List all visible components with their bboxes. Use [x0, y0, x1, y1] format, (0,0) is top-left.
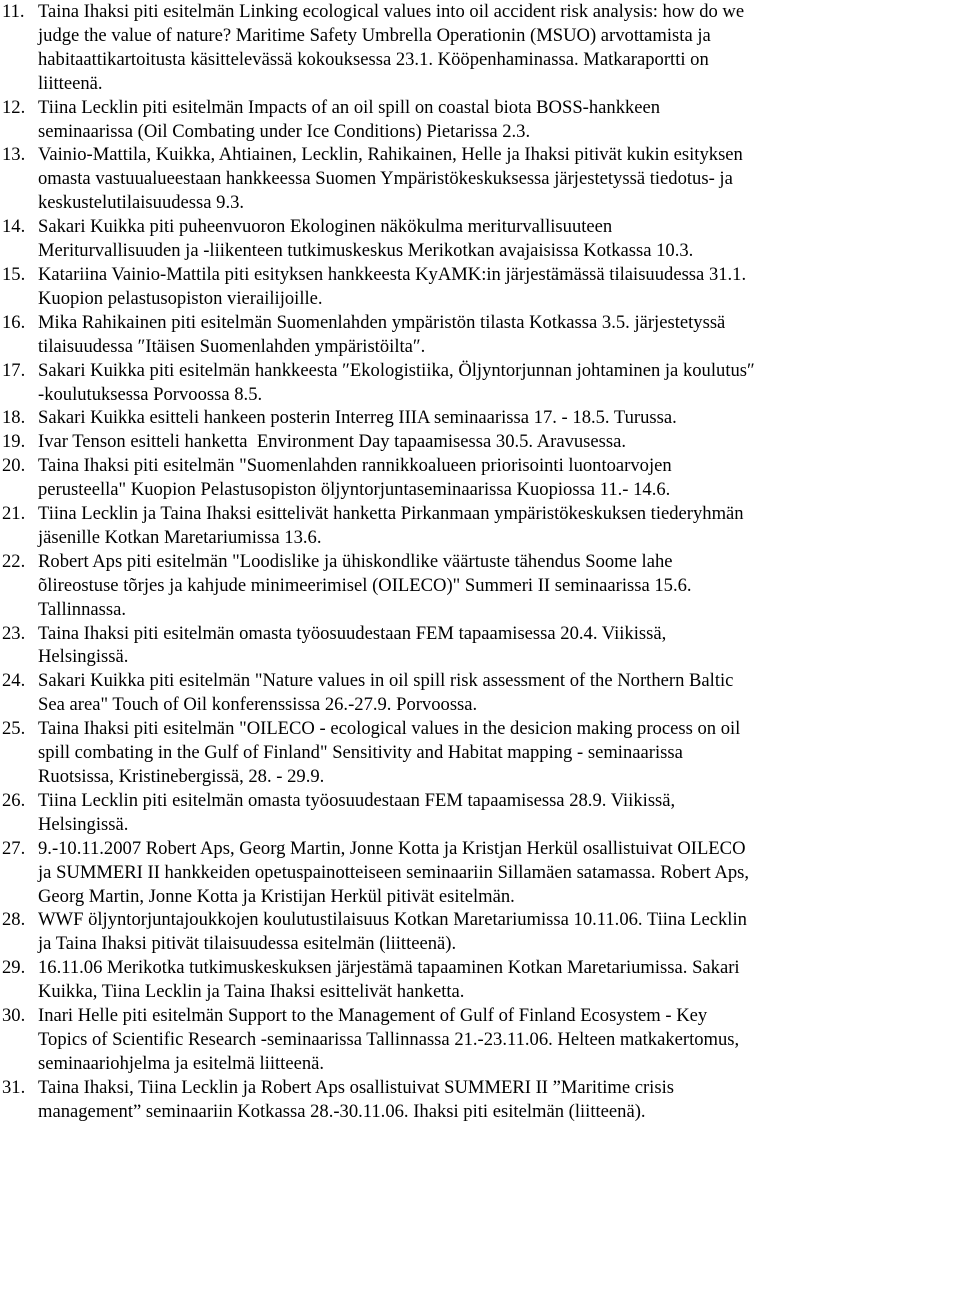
list-item: [0, 143, 960, 215]
item-line: õlireostuse tõrjes ja kahjude minimeerimisel (OILECO)" Summeri II seminaarissa 15.6.: [38, 574, 692, 596]
item-line: Katariina Vainio-Mattila piti esityksen hankkeesta KyAMK:in järjestämässä tilaisuudessa 31.1.: [38, 263, 747, 285]
list-item: [0, 430, 960, 454]
item-line: Vainio-Mattila, Kuikka, Ahtiainen, Lecklin, Rahikainen, Helle ja Ihaksi pitivät kukin esityksen: [38, 144, 743, 166]
item-number: 23.: [2, 622, 26, 644]
item-line: tilaisuudessa ″Itäisen Suomenlahden ympäristöilta″.: [38, 335, 426, 357]
item-line: jäsenille Kotkan Maretariumissa 13.6.: [38, 526, 322, 548]
item-line: seminaariohjelma ja esitelmä liitteenä.: [38, 1052, 325, 1074]
item-number: 31.: [2, 1076, 26, 1098]
list-item: [0, 908, 960, 956]
item-line: ja SUMMERI II hankkeiden opetuspainotteiseen seminaariin Sillamäen satamassa. Robert Aps,: [38, 861, 750, 883]
list-item: [0, 550, 960, 622]
item-line: 16.11.06 Merikotka tutkimuskeskuksen järjestämä tapaaminen Kotkan Maretariumissa. Sakari: [38, 957, 740, 979]
item-number: 28.: [2, 909, 26, 931]
item-line: Taina Ihaksi piti esitelmän "Suomenlahden rannikkoalueen priorisointi luontoarvojen: [38, 455, 672, 477]
item-number: 21.: [2, 503, 26, 525]
item-line: Topics of Scientific Research -seminaarissa Tallinnassa 21.-23.11.06. Helteen matkakertomus,: [38, 1028, 740, 1050]
list-item: [0, 956, 960, 1004]
item-line: Taina Ihaksi, Tiina Lecklin ja Robert Aps osallistuivat SUMMERI II ”Maritime crisis: [38, 1076, 674, 1098]
item-line: Inari Helle piti esitelmän Support to the Management of Gulf of Finland Ecosystem - Key: [38, 1005, 708, 1027]
list-item: [0, 0, 960, 96]
item-number: 17.: [2, 359, 26, 381]
item-number: 18.: [2, 407, 26, 429]
item-line: judge the value of nature? Maritime Safety Umbrella Operationin (MSUO) arvottamista ja: [38, 24, 711, 46]
list-item: [0, 359, 960, 407]
item-number: 29.: [2, 957, 26, 979]
item-line: Tiina Lecklin piti esitelmän Impacts of an oil spill on coastal biota BOSS-hankkeen: [38, 96, 661, 118]
item-number: 24.: [2, 670, 26, 692]
item-line: Taina Ihaksi piti esitelmän omasta työosuudestaan FEM tapaamisessa 20.4. Viikissä,: [38, 622, 667, 644]
item-number: 20.: [2, 455, 26, 477]
item-line: Ruotsissa, Kristinebergissä, 28. - 29.9.: [38, 766, 325, 787]
list-item: [0, 669, 960, 717]
item-line: WWF öljyntorjuntajoukkojen koulutustilaisuus Kotkan Maretariumissa 10.11.06. Tiina Lecklin: [38, 909, 747, 931]
item-line: Sea area" Touch of Oil konferenssissa 26.-27.9. Porvoossa.: [38, 694, 478, 716]
item-line: Ivar Tenson esitteli hanketta Environment Day tapaamisessa 30.5. Aravusessa.: [38, 431, 627, 453]
item-line: Georg Martin, Jonne Kotta ja Kristijan Herkül pitivät esitelmän.: [38, 885, 515, 907]
item-line: Kuikka, Tiina Lecklin ja Taina Ihaksi esittelivät hanketta.: [38, 981, 465, 1003]
list-item: [0, 789, 960, 837]
item-number: 15.: [2, 263, 26, 285]
item-line: ja Taina Ihaksi pitivät tilaisuudessa esitelmän (liitteenä).: [38, 933, 457, 955]
item-line: omasta vastuualueestaan hankkeessa Suomen Ympäristökeskuksessa järjestetyssä tiedotus- ja: [38, 168, 733, 190]
item-line: Sakari Kuikka piti esitelmän hankkeesta ″Ekologistiika, Öljyntorjunnan johtaminen ja koulutus″: [38, 359, 755, 381]
list-item: [0, 263, 960, 311]
item-line: Sakari Kuikka piti puheenvuoron Ekologinen näkökulma meriturvallisuuteen: [38, 216, 613, 238]
list-item: [0, 454, 960, 502]
item-number: 14.: [2, 216, 26, 238]
item-line: spill combating in the Gulf of Finland" Sensitivity and Habitat mapping - seminaarissa: [38, 742, 683, 764]
item-line: liitteenä.: [38, 72, 103, 94]
item-number: 13.: [2, 144, 26, 166]
item-line: habitaattikartoitusta käsittelevässä kokouksessa 23.1. Kööpenhaminassa. Matkaraportti on: [38, 48, 709, 70]
item-line: Taina Ihaksi piti esitelmän "OILECO - ecological values in the desicion making process on oil: [38, 718, 741, 740]
item-number: 19.: [2, 431, 26, 453]
item-number: 12.: [2, 96, 26, 118]
item-line: Sakari Kuikka piti esitelmän "Nature values in oil spill risk assessment of the Northern Baltic: [38, 670, 734, 692]
item-line: Tiina Lecklin ja Taina Ihaksi esittelivät hanketta Pirkanmaan ympäristökeskuksen tiederyhmän: [38, 503, 744, 525]
list-item: [0, 406, 960, 430]
item-number: 25.: [2, 718, 26, 740]
item-line: Mika Rahikainen piti esitelmän Suomenlahden ympäristön tilasta Kotkassa 3.5. järjestetyssä: [38, 311, 726, 333]
item-line: Helsingissä.: [38, 646, 129, 668]
item-line: management” seminaariin Kotkassa 28.-30.11.06. Ihaksi piti esitelmän (liitteenä).: [38, 1100, 646, 1122]
item-line: Sakari Kuikka esitteli hankeen posterin Interreg IIIA seminaarissa 17. - 18.5. Turussa.: [38, 407, 677, 429]
item-number: 22.: [2, 550, 26, 572]
item-line: Tallinnassa.: [38, 598, 127, 620]
item-line: 9.-10.11.2007 Robert Aps, Georg Martin, Jonne Kotta ja Kristjan Herkül osallistuivat OILECO: [38, 837, 746, 859]
list-item: [0, 215, 960, 263]
item-line: Kuopion pelastusopiston vierailijoille.: [38, 287, 323, 309]
list-item: [0, 837, 960, 909]
item-number: 11.: [2, 1, 25, 22]
list-item: [0, 1004, 960, 1076]
item-line: seminaarissa (Oil Combating under Ice Conditions) Pietarissa 2.3.: [38, 120, 531, 142]
item-number: 30.: [2, 1005, 26, 1027]
item-line: -koulutuksessa Porvoossa 8.5.: [38, 383, 263, 405]
item-number: 16.: [2, 311, 26, 333]
item-line: keskustelutilaisuudessa 9.3.: [38, 192, 245, 214]
item-line: Tiina Lecklin piti esitelmän omasta työosuudestaan FEM tapaamisessa 28.9. Viikissä,: [38, 789, 676, 811]
item-line: Meriturvallisuuden ja -liikenteen tutkimuskeskus Merikotkan avajaisissa Kotkassa 10.3.: [38, 240, 694, 262]
list-item: [0, 502, 960, 550]
list-item: [0, 622, 960, 670]
item-line: Taina Ihaksi piti esitelmän Linking ecological values into oil accident risk analysis: how do we: [38, 1, 745, 22]
list-item: [0, 717, 960, 789]
item-number: 27.: [2, 837, 26, 859]
item-line: perusteella" Kuopion Pelastusopiston öljyntorjuntaseminaarissa Kuopiossa 11.- 14.6.: [38, 479, 671, 501]
list-item: [0, 1076, 960, 1124]
item-line: Helsingissä.: [38, 813, 129, 835]
item-number: 26.: [2, 789, 26, 811]
list-item: [0, 311, 960, 359]
list-item: [0, 96, 960, 144]
item-line: Robert Aps piti esitelmän "Loodislike ja ühiskondlike väärtuste tähendus Soome lahe: [38, 550, 673, 572]
